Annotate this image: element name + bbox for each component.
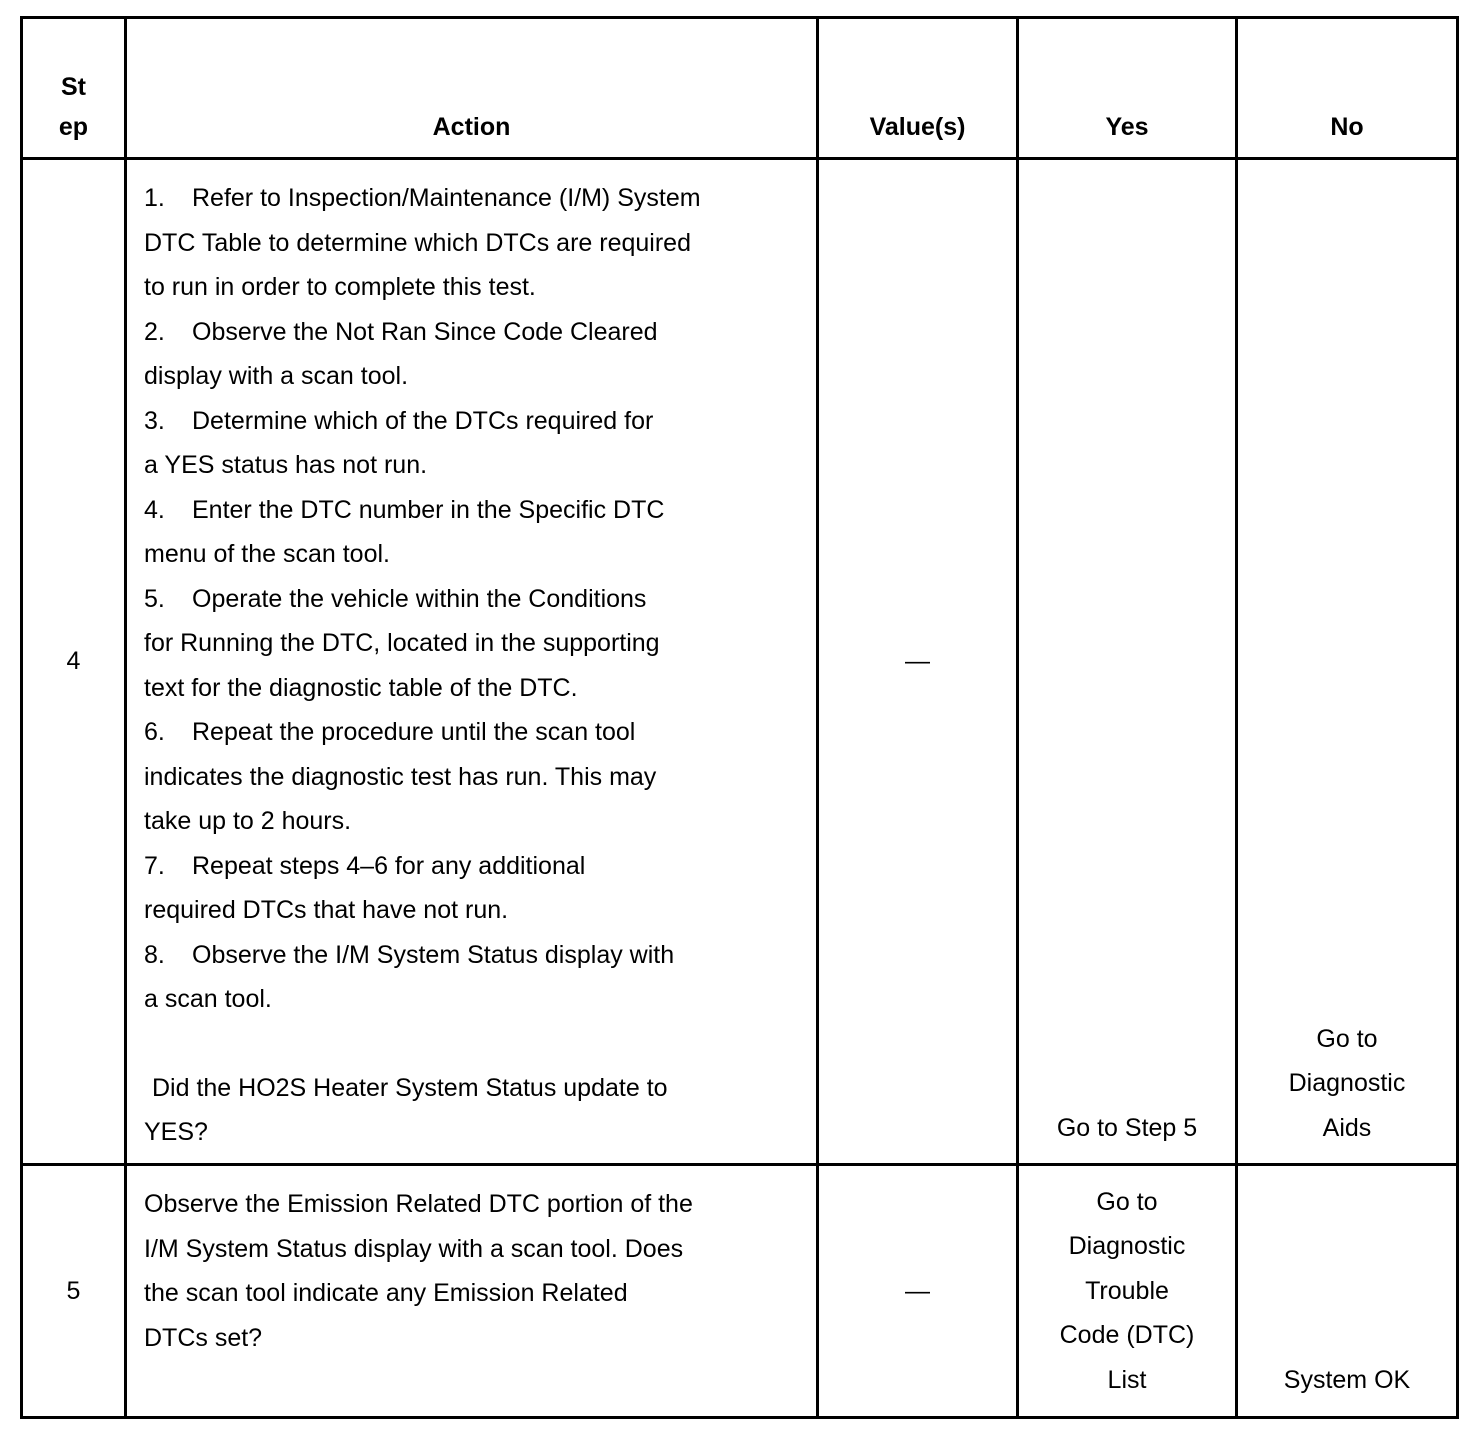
action-step-number: 1. bbox=[144, 184, 165, 212]
action-line: take up to 2 hours. bbox=[144, 807, 352, 835]
header-values: Value(s) bbox=[818, 18, 1018, 159]
action-line: Operate the vehicle within the Conditions bbox=[192, 584, 647, 613]
action-line: Repeat the procedure until the scan tool bbox=[192, 718, 636, 746]
action-line: a scan tool. bbox=[144, 985, 272, 1013]
step-number: 4 bbox=[22, 159, 126, 1165]
action-line: menu of the scan tool. bbox=[144, 540, 390, 568]
no-cell bbox=[1237, 159, 1458, 1165]
action-step-2 bbox=[144, 310, 816, 399]
table-row-step-5 bbox=[22, 1165, 1458, 1418]
action-step-number: 6. bbox=[144, 718, 165, 746]
action-step-number: 4. bbox=[144, 495, 165, 524]
action-step-3 bbox=[144, 399, 816, 488]
yes-line: Code (DTC) bbox=[1059, 1321, 1195, 1349]
action-line: for Running the DTC, located in the supporting bbox=[144, 629, 660, 657]
header-row bbox=[22, 18, 1458, 159]
action-line: Observe the Not Ran Since Code Cleared bbox=[192, 317, 658, 346]
action-step-7 bbox=[144, 844, 816, 933]
action-line: to run in order to complete this test. bbox=[144, 273, 536, 301]
header-yes: Yes bbox=[1018, 18, 1237, 159]
action-line: Determine which of the DTCs required for bbox=[192, 406, 654, 435]
header-no: No bbox=[1237, 18, 1458, 159]
action-step-5 bbox=[144, 577, 816, 711]
value-cell: — bbox=[818, 1165, 1018, 1418]
action-line: a YES status has not run. bbox=[144, 451, 428, 479]
action-question bbox=[144, 1066, 816, 1155]
action-step-4 bbox=[144, 488, 816, 577]
action-line: Repeat steps 4–6 for any additional bbox=[192, 851, 586, 880]
action-line: indicates the diagnostic test has run. This may bbox=[144, 762, 657, 791]
header-step-line-1: St bbox=[61, 73, 86, 101]
action-step-number: 2. bbox=[144, 317, 165, 346]
yes-line: List bbox=[1107, 1365, 1147, 1394]
no-line: Aids bbox=[1322, 1113, 1372, 1142]
table-row-step-4 bbox=[22, 159, 1458, 1165]
action-line: Enter the DTC number in the Specific DTC bbox=[192, 495, 665, 524]
action-line: DTCs set? bbox=[144, 1323, 263, 1352]
yes-line: Go to Step 5 bbox=[1056, 1113, 1198, 1142]
step-number: 5 bbox=[22, 1165, 126, 1418]
action-step-number: 5. bbox=[144, 584, 165, 613]
value-cell: — bbox=[818, 159, 1018, 1165]
no-line: System OK bbox=[1283, 1365, 1411, 1394]
action-step-8 bbox=[144, 933, 816, 1022]
header-action: Action bbox=[126, 18, 818, 159]
question-line: Did the HO2S Heater System Status update to bbox=[152, 1073, 668, 1102]
question-line: YES? bbox=[144, 1118, 208, 1146]
action-line: the scan tool indicate any Emission Related bbox=[144, 1279, 628, 1307]
action-step-number: 7. bbox=[144, 851, 165, 880]
action-line: text for the diagnostic table of the DTC. bbox=[144, 673, 578, 702]
action-line: DTC Table to determine which DTCs are required bbox=[144, 228, 691, 257]
action-line: Observe the I/M System Status display with bbox=[192, 940, 675, 969]
action-line: Refer to Inspection/Maintenance (I/M) System bbox=[192, 184, 701, 212]
yes-line: Diagnostic bbox=[1068, 1232, 1186, 1260]
yes-line: Go to bbox=[1096, 1187, 1158, 1216]
no-line: Diagnostic bbox=[1288, 1069, 1406, 1097]
yes-cell bbox=[1018, 159, 1237, 1165]
action-line: display with a scan tool. bbox=[144, 362, 409, 390]
action-step-number: 8. bbox=[144, 940, 165, 969]
action-step-6 bbox=[144, 710, 816, 844]
action-line: required DTCs that have not run. bbox=[144, 896, 509, 924]
header-step bbox=[22, 18, 126, 159]
header-step-line-2: ep bbox=[58, 113, 89, 141]
diagnostic-table bbox=[20, 16, 1459, 1419]
yes-line: Trouble bbox=[1085, 1276, 1169, 1305]
action-step-number: 3. bbox=[144, 406, 165, 435]
no-cell bbox=[1237, 1165, 1458, 1418]
action-line: I/M System Status display with a scan tool. Does bbox=[144, 1234, 684, 1263]
action-cell bbox=[126, 1165, 818, 1418]
action-line: Observe the Emission Related DTC portion of the bbox=[144, 1190, 693, 1218]
yes-cell bbox=[1018, 1165, 1237, 1418]
action-cell bbox=[126, 159, 818, 1165]
no-line: Go to bbox=[1316, 1024, 1378, 1053]
action-step-1 bbox=[144, 176, 816, 310]
